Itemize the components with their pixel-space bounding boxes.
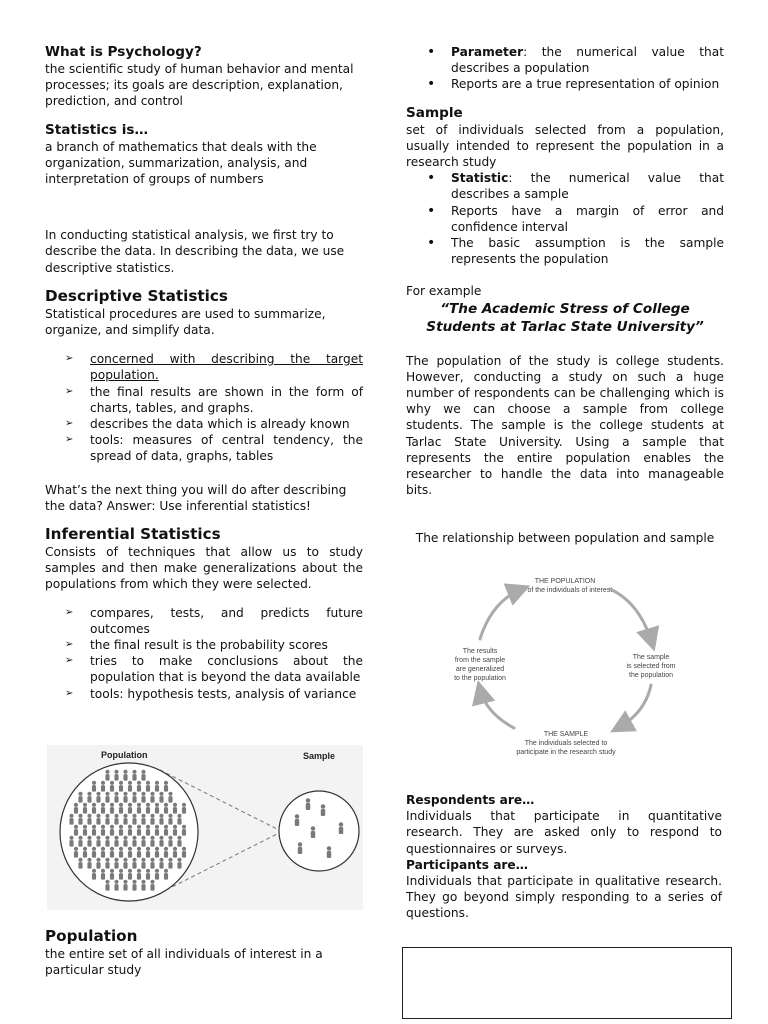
person-icon <box>155 847 159 858</box>
cycle-right-1: The sample <box>632 654 670 661</box>
person-icon <box>110 803 114 814</box>
psychology-heading: What is Psychology? <box>45 44 202 60</box>
respondents-heading: Respondents are… <box>406 793 535 807</box>
arrow-top-left <box>480 589 522 639</box>
person-icon <box>78 792 82 803</box>
person-icon <box>155 825 159 836</box>
person-icon <box>164 781 168 792</box>
person-icon <box>168 814 172 825</box>
person-icon <box>137 803 141 814</box>
figure-sample-label: Sample <box>303 751 336 761</box>
psychology-definition: the scientific study of human behavior and mental processes; its goals are description, explanation, prediction, and control <box>45 62 354 109</box>
list-item: • The basic assumption is the sample represents the population <box>406 235 724 267</box>
cycle-right-2: is selected from <box>626 663 676 670</box>
participants-definition: Individuals that participate in qualitative research. They go beyond simply responding to a series of questions. <box>406 874 722 921</box>
person-icon <box>123 858 127 869</box>
left-column <box>45 44 363 702</box>
empty-box <box>402 947 732 1019</box>
person-icon <box>105 814 109 825</box>
person-icon <box>132 770 136 781</box>
descriptive-list <box>45 351 363 464</box>
person-icon <box>119 781 123 792</box>
person-icon <box>150 814 154 825</box>
cycle-bottom-title: THE SAMPLE <box>543 731 589 738</box>
person-icon <box>298 842 302 854</box>
statistic-list <box>406 170 724 267</box>
figure-population-label: Population <box>101 750 148 760</box>
person-icon <box>105 858 109 869</box>
person-icon <box>159 858 163 869</box>
person-icon <box>164 803 168 814</box>
list-item: ➢ tools: hypothesis tests, analysis of variance <box>45 686 363 702</box>
person-icon <box>96 814 100 825</box>
person-icon <box>137 847 141 858</box>
person-icon <box>78 858 82 869</box>
cycle-bottom-3: participate in the research study <box>516 749 616 756</box>
person-icon <box>69 814 73 825</box>
cycle-right-3: the population <box>629 672 673 679</box>
population-sample-cycle-diagram <box>440 573 690 763</box>
person-icon <box>159 792 163 803</box>
person-icon <box>74 847 78 858</box>
list-item: ➢ compares, tests, and predicts future outcomes <box>45 605 363 637</box>
person-icon <box>87 814 91 825</box>
person-icon <box>164 869 168 880</box>
intro-paragraph: In conducting statistical analysis, we first try to describe the data. In describing the data, we use descriptive statistics. <box>45 228 345 275</box>
person-icon <box>105 836 109 847</box>
person-icon <box>96 836 100 847</box>
person-icon <box>137 869 141 880</box>
person-icon <box>123 792 127 803</box>
person-icon <box>146 869 150 880</box>
person-icon <box>128 825 132 836</box>
example-title: “The Academic Stress of College Students at Tarlac State University” <box>426 300 704 335</box>
person-icon <box>114 858 118 869</box>
person-icon <box>141 770 145 781</box>
person-icon <box>110 781 114 792</box>
person-icon <box>173 825 177 836</box>
person-icon <box>182 803 186 814</box>
person-icon <box>146 781 150 792</box>
person-icon <box>110 825 114 836</box>
person-icon <box>92 869 96 880</box>
population-sample-figure <box>47 745 363 910</box>
person-icon <box>141 836 145 847</box>
person-icon <box>101 825 105 836</box>
person-icon <box>119 803 123 814</box>
person-icon <box>311 826 315 838</box>
person-icon <box>114 814 118 825</box>
person-icon <box>110 869 114 880</box>
respondents-section <box>406 792 722 922</box>
person-icon <box>119 825 123 836</box>
person-icon <box>164 825 168 836</box>
next-question: What’s the next thing you will do after describing the data? Answer: Use inferential statistics! <box>45 482 347 513</box>
person-icon <box>141 814 145 825</box>
person-icon <box>92 847 96 858</box>
list-item: ➢ tools: measures of central tendency, the spread of data, graphs, tables <box>45 432 363 464</box>
cycle-top-title: THE POPULATION <box>534 578 596 585</box>
person-icon <box>306 798 310 810</box>
person-icon <box>177 858 181 869</box>
statistics-definition: a branch of mathematics that deals with the organization, summarization, analysis, and interpretation of groups of numbers <box>45 139 317 187</box>
person-icon <box>128 803 132 814</box>
sample-definition: set of individuals selected from a population, usually intended to represent the population in a research study <box>406 122 724 170</box>
person-icon <box>182 847 186 858</box>
person-icon <box>105 770 109 781</box>
person-icon <box>128 847 132 858</box>
list-item: • Statistic: the numerical value that describes a sample <box>406 170 724 202</box>
descriptive-definition: Statistical procedures are used to summarize, organize, and simplify data. <box>45 306 326 338</box>
person-icon <box>150 880 154 891</box>
cycle-left-4: to the population <box>454 675 506 682</box>
person-icon <box>321 804 325 816</box>
person-icon <box>114 792 118 803</box>
person-icon <box>87 858 91 869</box>
person-icon <box>83 825 87 836</box>
person-icon <box>168 858 172 869</box>
arrow-bottom-right <box>618 685 651 728</box>
person-icon <box>177 836 181 847</box>
person-icon <box>146 803 150 814</box>
person-icon <box>119 869 123 880</box>
sample-circle <box>279 791 359 871</box>
person-icon <box>87 792 91 803</box>
person-icon <box>74 825 78 836</box>
list-item: • Reports have a margin of error and confidence interval <box>406 203 724 235</box>
person-icon <box>177 814 181 825</box>
parameter-list <box>406 44 724 93</box>
person-icon <box>295 814 299 826</box>
person-icon <box>141 792 145 803</box>
person-icon <box>339 822 343 834</box>
person-icon <box>123 880 127 891</box>
person-icon <box>114 836 118 847</box>
person-icon <box>146 825 150 836</box>
person-icon <box>87 836 91 847</box>
person-icon <box>128 869 132 880</box>
example-label: For example <box>406 284 482 299</box>
person-icon <box>132 880 136 891</box>
inferential-heading: Inferential Statistics <box>45 525 221 544</box>
person-icon <box>132 792 136 803</box>
example-paragraph: The population of the study is college students. However, conducting a study on such a huge number of respondents can be challenging which is why we can choose a sample from college students. The sample is the college students at Tarlac State University. Using a sample that represents the entire population enables the researcher to handle the data into manageable bits. <box>406 353 724 498</box>
cycle-left-2: from the sample <box>454 657 506 664</box>
population-heading: Population <box>45 927 138 945</box>
right-column <box>406 44 724 547</box>
inferential-list <box>45 605 363 702</box>
person-icon <box>182 825 186 836</box>
person-icon <box>141 858 145 869</box>
person-icon <box>132 836 136 847</box>
person-icon <box>96 792 100 803</box>
person-icon <box>150 858 154 869</box>
person-icon <box>123 770 127 781</box>
person-icon <box>168 792 172 803</box>
person-icon <box>123 836 127 847</box>
descriptive-heading: Descriptive Statistics <box>45 286 228 305</box>
person-icon <box>173 803 177 814</box>
person-icon <box>92 803 96 814</box>
person-icon <box>123 814 127 825</box>
list-item: ➢ the final results are shown in the form of charts, tables, and graphs. <box>45 384 363 416</box>
population-definition: the entire set of all individuals of interest in a particular study <box>45 947 323 978</box>
person-icon <box>101 781 105 792</box>
person-icon <box>96 858 100 869</box>
person-icon <box>155 869 159 880</box>
person-icon <box>74 803 78 814</box>
sample-heading: Sample <box>406 104 463 121</box>
list-item: ➢ tries to make conclusions about the population that is beyond the data available <box>45 653 363 685</box>
person-icon <box>164 847 168 858</box>
person-icon <box>83 803 87 814</box>
person-icon <box>173 847 177 858</box>
person-icon <box>137 825 141 836</box>
list-item: ➢ describes the data which is already known <box>45 416 363 432</box>
cycle-caption: The relationship between population and sample <box>415 531 715 546</box>
arrow-top-right <box>610 589 652 643</box>
inferential-definition: Consists of techniques that allow us to study samples and then make generalizations about the populations from which they were selected. <box>45 545 363 592</box>
person-icon <box>105 880 109 891</box>
person-icon <box>92 825 96 836</box>
person-icon <box>101 847 105 858</box>
person-icon <box>78 814 82 825</box>
person-icon <box>101 803 105 814</box>
person-icon <box>92 781 96 792</box>
person-icon <box>150 836 154 847</box>
person-icon <box>83 847 87 858</box>
list-item: • Reports are a true representation of opinion <box>406 76 724 92</box>
person-icon <box>155 781 159 792</box>
person-icon <box>150 792 154 803</box>
cycle-left-1: The results <box>462 648 498 655</box>
person-icon <box>128 781 132 792</box>
person-icon <box>159 814 163 825</box>
participants-heading: Participants are… <box>406 857 528 872</box>
person-icon <box>137 781 141 792</box>
person-icon <box>141 880 145 891</box>
cycle-top-sub: All of the individuals of interest <box>517 587 613 594</box>
person-icon <box>110 847 114 858</box>
respondents-definition: Individuals that participate in quantitative research. They are asked only to respond to questionnaires or surveys. <box>406 809 722 856</box>
list-item: • Parameter: the numerical value that describes a population <box>406 44 724 76</box>
person-icon <box>132 858 136 869</box>
person-icon <box>327 846 331 858</box>
person-icon <box>159 836 163 847</box>
population-section <box>45 927 363 978</box>
person-icon <box>119 847 123 858</box>
person-icon <box>114 880 118 891</box>
person-icon <box>155 803 159 814</box>
statistics-heading: Statistics is… <box>45 121 149 138</box>
list-item: ➢ concerned with describing the target population. <box>45 351 363 383</box>
person-icon <box>78 836 82 847</box>
person-icon <box>132 814 136 825</box>
person-icon <box>69 836 73 847</box>
person-icon <box>146 847 150 858</box>
cycle-left-3: are generalized <box>455 666 505 673</box>
cycle-bottom-2: The individuals selected to <box>524 740 608 747</box>
person-icon <box>101 869 105 880</box>
person-icon <box>114 770 118 781</box>
person-icon <box>168 836 172 847</box>
arrow-bottom-left <box>480 689 514 728</box>
person-icon <box>105 792 109 803</box>
list-item: ➢ the final result is the probability scores <box>45 637 363 653</box>
